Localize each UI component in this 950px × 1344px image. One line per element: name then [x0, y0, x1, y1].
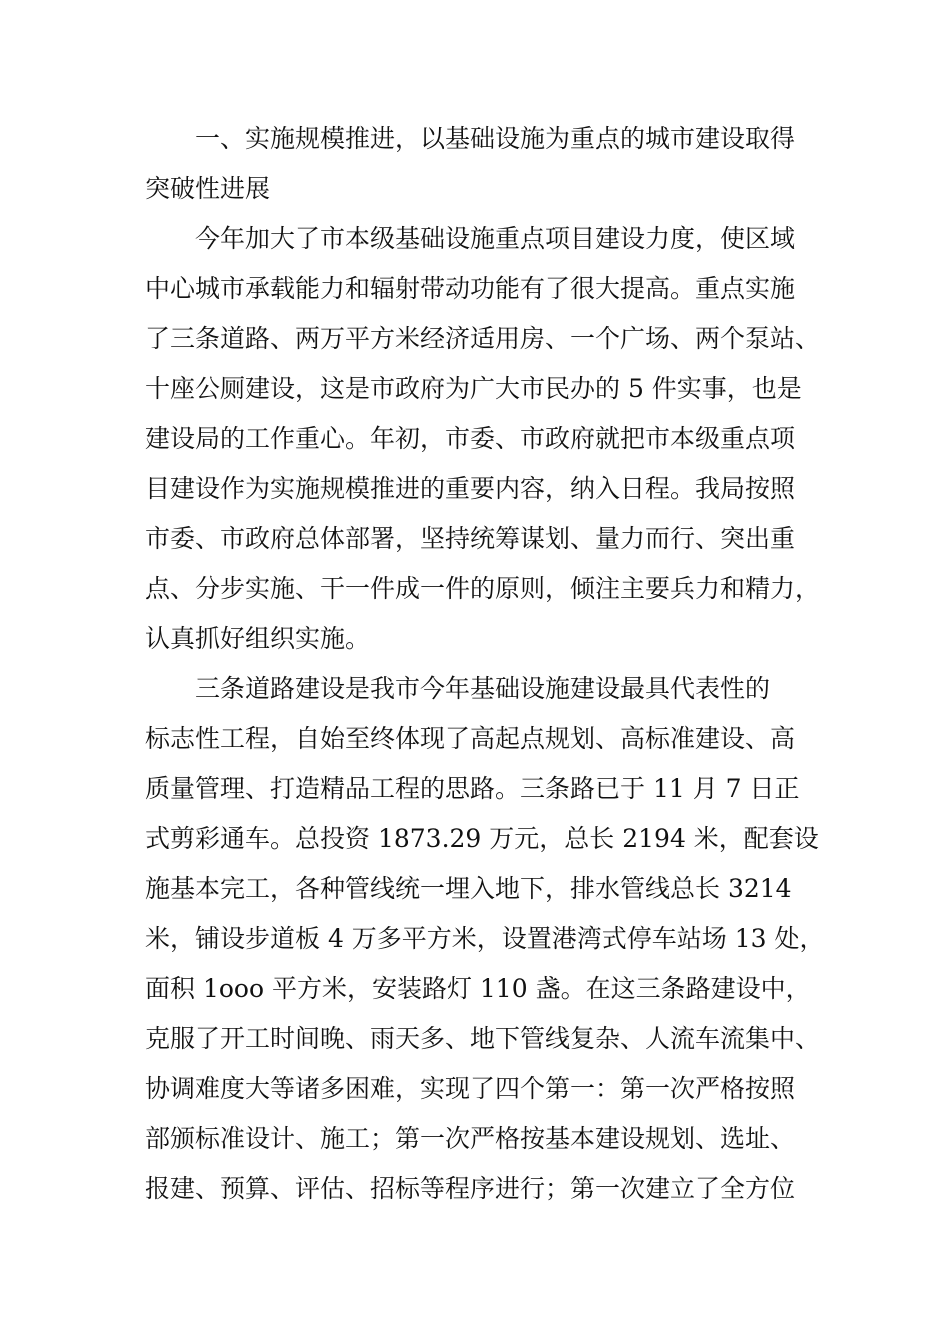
paragraph-2-line-9: 协调难度大等诸多困难，实现了四个第一：第一次严格按照 — [145, 1074, 796, 1103]
paragraph-2-line-11: 报建、预算、评估、招标等程序进行；第一次建立了全方位 — [145, 1174, 796, 1203]
paragraph-1-line-2: 中心城市承载能力和辐射带动功能有了很大提高。重点实施 — [145, 274, 796, 303]
paragraph-1-line-1: 今年加大了市本级基础设施重点项目建设力度，使区域 — [195, 224, 796, 253]
paragraph-1-line-7: 市委、市政府总体部署，坚持统筹谋划、量力而行、突出重 — [145, 524, 796, 553]
paragraph-2-line-3: 质量管理、打造精品工程的思路。三条路已于 11 月 7 日正 — [145, 774, 800, 803]
paragraph-2-line-4: 式剪彩通车。总投资 1873.29 万元，总长 2194 米，配套设 — [145, 824, 819, 853]
paragraph-1-line-5: 建设局的工作重心。年初，市委、市政府就把市本级重点项 — [145, 424, 796, 453]
document-body — [145, 114, 845, 1214]
paragraph-2-line-7: 面积 1ooo 平方米，安装路灯 110 盏。在这三条路建设中， — [145, 974, 811, 1003]
paragraph-2-line-2: 标志性工程，自始至终体现了高起点规划、高标准建设、高 — [145, 724, 796, 753]
paragraph-2-line-6: 米，铺设步道板 4 万多平方米，设置港湾式停车站场 13 处， — [145, 924, 825, 953]
paragraph-1-line-9: 认真抓好组织实施。 — [145, 624, 371, 653]
paragraph-2-line-8: 克服了开工时间晚、雨天多、地下管线复杂、人流车流集中、 — [145, 1024, 821, 1053]
paragraph-2-line-1: 三条道路建设是我市今年基础设施建设最具代表性的 — [195, 674, 771, 703]
paragraph-2-line-10: 部颁标准设计、施工；第一次严格按基本建设规划、选址、 — [145, 1124, 796, 1153]
section-heading-line-2: 突破性进展 — [145, 174, 271, 203]
paragraph-1-line-8: 点、分步实施、干一件成一件的原则，倾注主要兵力和精力， — [145, 574, 821, 603]
paragraph-1-line-3: 了三条道路、两万平方米经济适用房、一个广场、两个泵站、 — [145, 324, 821, 353]
section-heading-line-1: 一、实施规模推进，以基础设施为重点的城市建设取得 — [195, 124, 796, 153]
paragraph-2-line-5: 施基本完工，各种管线统一埋入地下，排水管线总长 3214 — [145, 874, 792, 903]
paragraph-1-line-4: 十座公厕建设，这是市政府为广大市民办的 5 件实事，也是 — [145, 374, 802, 403]
paragraph-1-line-6: 目建设作为实施规模推进的重要内容，纳入日程。我局按照 — [145, 474, 796, 503]
